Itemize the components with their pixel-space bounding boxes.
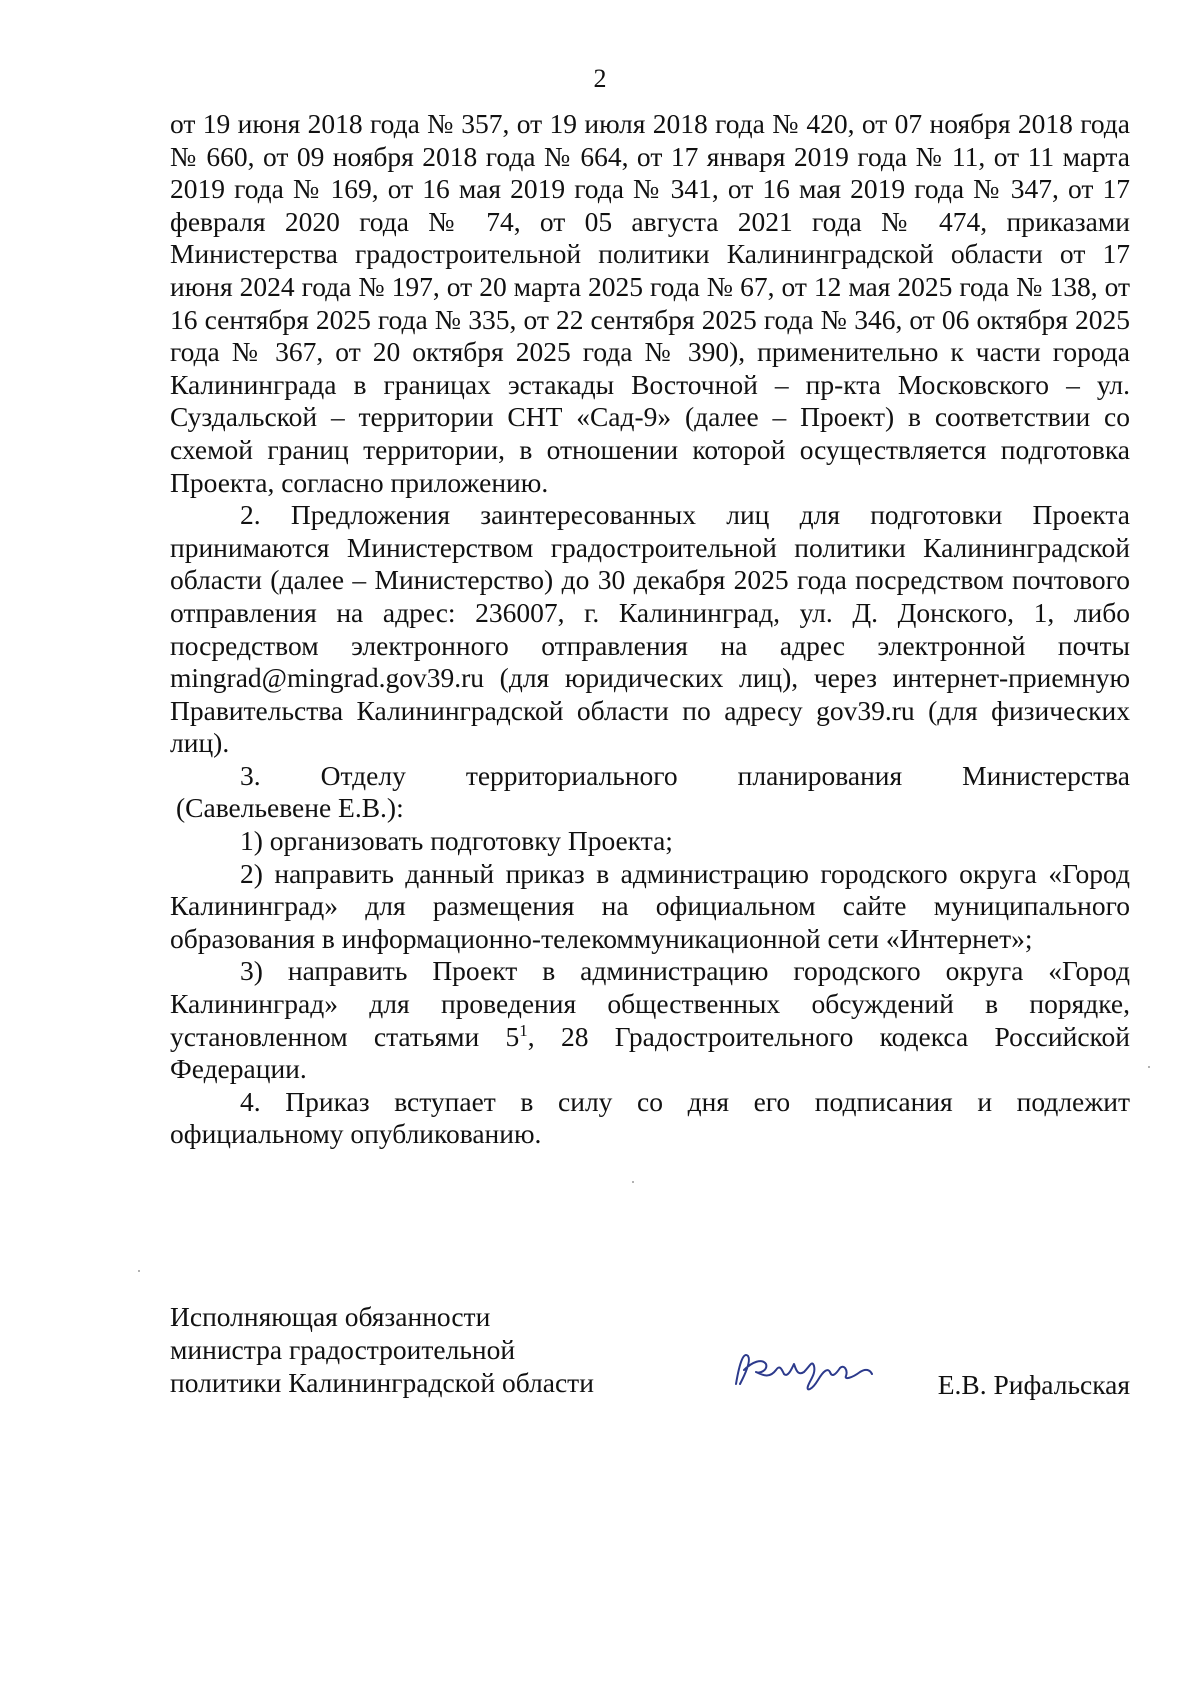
paragraph-3-heading-continuation: (Савельевене Е.В.): — [176, 792, 404, 824]
paragraph-3-item-1: 1) организовать подготовку Проекта; — [240, 825, 673, 857]
paragraph-4-entry-into-force: 4. Приказ вступает в силу со дня его подписания и подлежит официальному опубликованию. — [170, 1085, 1130, 1150]
scan-speck — [632, 1181, 634, 1183]
paragraph-3-item-3 — [170, 955, 1130, 1085]
paragraph-3-item-2: 2) направить данный приказ в администрацию городского округа «Город Калининград» для размещения на официальном сайте муниципального образования в информационно-телекоммуникационной сети «Интернет»; — [170, 857, 1130, 954]
signatory-position — [170, 1300, 650, 1399]
signatory-name: Е.В. Рифальская — [937, 1369, 1130, 1400]
signature-stroke — [736, 1355, 872, 1389]
signature-block — [170, 1300, 1130, 1420]
paragraph-3-item-3-text-end: , 28 Градостроительного кодекса Российской Федерации. — [170, 1020, 1130, 1085]
paragraph-2-proposals: 2. Предложения заинтересованных лиц для подготовки Проекта принимаются Министерством градостроительной политики Калининградской области (далее – Министерство) до 30 декабря 2025 года посредством почтового отправления на адрес: 236007, г. Калининград, ул. Д. Донского, 1, либо посредством электронного отправления на адрес электронной почты mingrad@mingrad.gov39.ru (для юридических лиц), через интернет-приемную Правительства Калининградской области по адресу gov39.ru (для физических лиц). — [170, 499, 1130, 759]
signatory-position-line-1: Исполняющая обязанности — [170, 1301, 491, 1332]
paragraph-3-heading: 3. Отделу территориального планирования Министерства — [240, 759, 1130, 791]
paragraph-3-item-3-text: 3) направить Проект в администрацию городского округа «Город Калининград» для проведения общественных обсуждений в порядке, установленном статьями 5 — [170, 955, 1130, 1052]
handwritten-signature — [730, 1340, 880, 1400]
page-number: 2 — [593, 64, 607, 93]
document-body — [170, 108, 1130, 1151]
paragraph-1-continuation: от 19 июня 2018 года № 357, от 19 июля 2018 года № 420, от 07 ноября 2018 года № 660, от 09 ноября 2018 года № 664, от 17 января 2019 года № 11, от 11 марта 2019 года № 169, от 16 мая 2019 года № 341, от 16 мая 2019 года № 347, от 17 февраля 2020 года № 74, от 05 августа 2021 года № 474, приказами Министерства градостроительной политики Калининградской области от 17 июня 2024 года № 197, от 20 марта 2025 года № 67, от 12 мая 2025 года № 138, от 16 сентября 2025 года № 335, от 22 сентября 2025 года № 346, от 06 октября 2025 года № 367, от 20 октября 2025 года № 390), применительно к части города Калининграда в границах эстакады Восточной – пр-кта Московского – ул. Суздальской – территории СНТ «Сад-9» (далее – Проект) в соответствии со схемой границ территории, в отношении которой осуществляется подготовка Проекта, согласно приложению. — [170, 108, 1130, 498]
article-superscript: 1 — [519, 1020, 528, 1040]
scan-speck — [138, 1270, 140, 1272]
signatory-position-line-3: политики Калининградской области — [170, 1367, 594, 1398]
signatory-position-line-2: министра градостроительной — [170, 1334, 516, 1365]
scan-speck — [1148, 1066, 1150, 1068]
